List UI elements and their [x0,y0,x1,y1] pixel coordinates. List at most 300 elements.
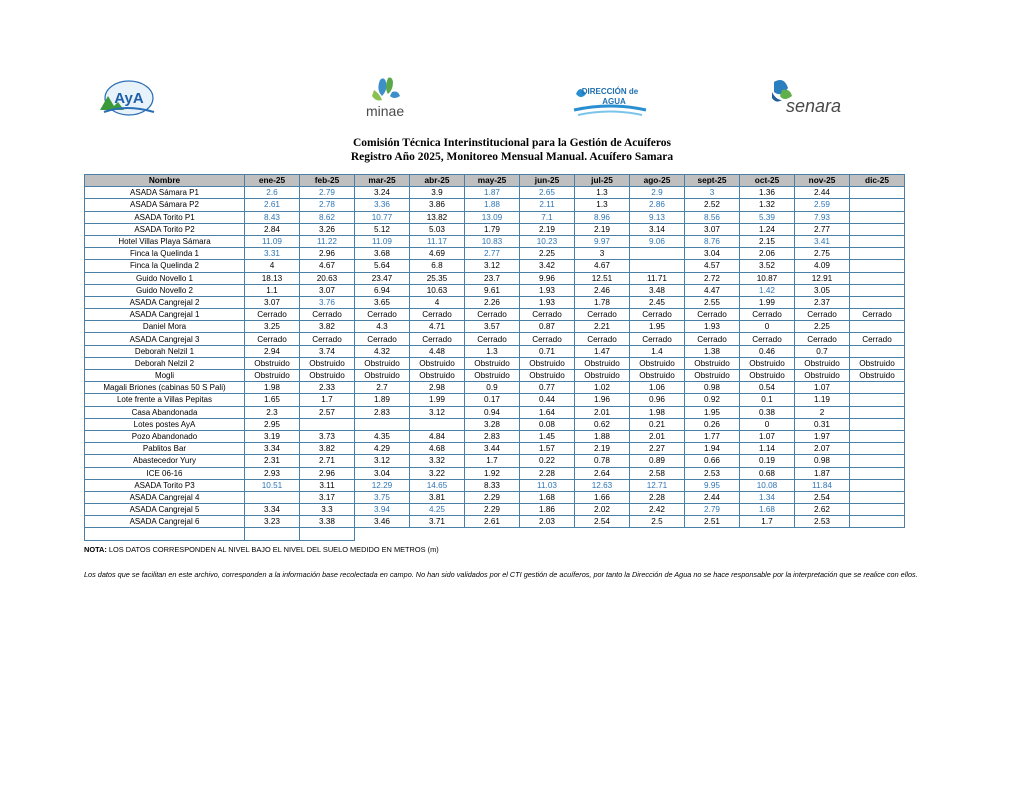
value-cell [850,187,905,199]
value-cell: 0.08 [520,418,575,430]
value-cell: 2.21 [575,321,630,333]
value-cell: 3.73 [300,430,355,442]
value-cell: 1.79 [465,223,520,235]
value-cell: Obstruido [245,370,300,382]
value-cell: Cerrado [685,333,740,345]
table-row [85,467,905,479]
value-cell [355,418,410,430]
row-name-cell: Mogli [85,370,245,382]
row-name-cell: ASADA Cangrejal 1 [85,309,245,321]
value-cell: 2.29 [465,504,520,516]
value-cell: 3.07 [685,223,740,235]
value-cell: 1.78 [575,296,630,308]
value-cell: 5.64 [355,260,410,272]
column-header-month: jun-25 [520,175,575,187]
table-row [85,479,905,491]
row-name-cell: Finca la Quelinda 1 [85,248,245,260]
value-cell: 3.81 [410,491,465,503]
row-name-cell: Finca la Quelinda 2 [85,260,245,272]
value-cell: Cerrado [740,333,795,345]
value-cell: 1.3 [575,199,630,211]
value-cell [850,260,905,272]
value-cell: 2.83 [465,430,520,442]
value-cell: 4 [245,260,300,272]
value-cell: 1.93 [520,284,575,296]
value-cell: Obstruido [795,357,850,369]
value-cell: Obstruido [740,370,795,382]
value-cell: 3.19 [245,430,300,442]
value-cell: 0.54 [740,382,795,394]
value-cell: Cerrado [850,333,905,345]
row-name-cell: ASADA Sámara P1 [85,187,245,199]
value-cell: Cerrado [355,333,410,345]
value-cell: 2.54 [575,516,630,528]
value-cell: 1.87 [795,467,850,479]
value-cell: Cerrado [300,333,355,345]
value-cell: 3.07 [300,284,355,296]
value-cell: 0.19 [740,455,795,467]
value-cell: Obstruido [300,370,355,382]
row-name-cell: ASADA Torito P3 [85,479,245,491]
value-cell [850,223,905,235]
value-cell: 8.43 [245,211,300,223]
value-cell: 3.86 [410,199,465,211]
value-cell: 2.9 [630,187,685,199]
table-row [85,248,905,260]
value-cell: 2.51 [685,516,740,528]
value-cell: Cerrado [795,333,850,345]
value-cell: 0.7 [795,345,850,357]
value-cell: Cerrado [465,333,520,345]
value-cell: 4.84 [410,430,465,442]
value-cell: 5.39 [740,211,795,223]
value-cell [850,516,905,528]
value-cell: 4.68 [410,443,465,455]
value-cell: 2.31 [245,455,300,467]
value-cell: 1.98 [630,406,685,418]
value-cell: 2.77 [795,223,850,235]
value-cell: 7.1 [520,211,575,223]
value-cell: 0.31 [795,418,850,430]
value-cell: 0.17 [465,394,520,406]
table-row [85,394,905,406]
value-cell: Cerrado [630,333,685,345]
row-name-cell: ASADA Cangrejal 3 [85,333,245,345]
blank-row [85,528,905,540]
value-cell: 1.06 [630,382,685,394]
value-cell [850,211,905,223]
value-cell: 3.44 [465,443,520,455]
value-cell: Cerrado [685,309,740,321]
value-cell: 2.42 [630,504,685,516]
value-cell: 2.79 [685,504,740,516]
minae-logo [358,74,436,120]
value-cell: 8.62 [300,211,355,223]
value-cell: 11.84 [795,479,850,491]
value-cell: 0.38 [740,406,795,418]
value-cell: 3.12 [465,260,520,272]
value-cell: 2.03 [520,516,575,528]
value-cell: 2.44 [795,187,850,199]
value-cell: 1.34 [740,491,795,503]
value-cell [850,467,905,479]
value-cell: 3.22 [410,467,465,479]
value-cell: 5.03 [410,223,465,235]
value-cell: 2.95 [245,418,300,430]
value-cell: 2.37 [795,296,850,308]
value-cell: Obstruido [850,370,905,382]
value-cell: 1.65 [245,394,300,406]
value-cell: Obstruido [630,357,685,369]
value-cell: 1.98 [245,382,300,394]
value-cell: Obstruido [685,357,740,369]
table-row [85,418,905,430]
value-cell: 0.89 [630,455,685,467]
value-cell: 1.94 [685,443,740,455]
value-cell: 2.58 [630,467,685,479]
value-cell: Cerrado [520,333,575,345]
value-cell: Cerrado [355,309,410,321]
value-cell: 1.32 [740,199,795,211]
value-cell: Obstruido [740,357,795,369]
value-cell: 10.23 [520,235,575,247]
column-header-month: sept-25 [685,175,740,187]
value-cell: 3.34 [245,443,300,455]
logos-bar [0,70,1024,130]
heading-line-2: Registro Año 2025, Monitoreo Mensual Manual. Acuífero Samara [350,151,674,163]
senara-logo-text: senara [786,96,842,116]
column-header-month: dic-25 [850,175,905,187]
value-cell: 23.7 [465,272,520,284]
value-cell: 3 [575,248,630,260]
value-cell: 2.54 [795,491,850,503]
value-cell: 2.02 [575,504,630,516]
table-row [85,430,905,442]
value-cell: 0 [740,321,795,333]
value-cell: 3.68 [355,248,410,260]
row-name-cell: Guido Novello 2 [85,284,245,296]
value-cell: Cerrado [245,333,300,345]
value-cell [850,382,905,394]
value-cell: 2.5 [630,516,685,528]
column-header-month: ago-25 [630,175,685,187]
row-name-cell: Hotel Villas Playa Sámara [85,235,245,247]
value-cell: 2.65 [520,187,575,199]
value-cell: 3.05 [795,284,850,296]
value-cell [245,491,300,503]
value-cell: Cerrado [795,309,850,321]
value-cell: 0.21 [630,418,685,430]
value-cell: 4.3 [355,321,410,333]
value-cell: 4.32 [355,345,410,357]
value-cell: 2.55 [685,296,740,308]
value-cell [850,406,905,418]
value-cell: 1.07 [740,430,795,442]
value-cell: 3.14 [630,223,685,235]
value-cell: Cerrado [850,309,905,321]
value-cell: Cerrado [300,309,355,321]
value-cell: 2.45 [630,296,685,308]
document-heading [0,136,1024,164]
value-cell: 2.7 [355,382,410,394]
row-name-cell: Magali Briones (cabinas 50 S Pali) [85,382,245,394]
value-cell: 0.87 [520,321,575,333]
note-label: NOTA: [84,545,107,554]
value-cell: 4.71 [410,321,465,333]
value-cell: Cerrado [740,309,795,321]
value-cell [850,491,905,503]
value-cell: 2.61 [245,199,300,211]
value-cell: 0.96 [630,394,685,406]
value-cell: 1.95 [630,321,685,333]
value-cell: Cerrado [410,309,465,321]
value-cell: 1.3 [575,187,630,199]
value-cell: 2.19 [575,223,630,235]
table-row [85,455,905,467]
value-cell: 0.92 [685,394,740,406]
value-cell: 3.48 [630,284,685,296]
value-cell [850,443,905,455]
value-cell: 1.45 [520,430,575,442]
row-name-cell: ASADA Cangrejal 6 [85,516,245,528]
value-cell [630,260,685,272]
value-cell: Obstruido [410,357,465,369]
value-cell [850,430,905,442]
value-cell: 2.29 [465,491,520,503]
value-cell: Obstruido [520,357,575,369]
value-cell: 1.42 [740,284,795,296]
value-cell: 1.64 [520,406,575,418]
table-row [85,504,905,516]
column-header-month: may-25 [465,175,520,187]
value-cell: 4.29 [355,443,410,455]
value-cell: 9.96 [520,272,575,284]
value-cell: 8.56 [685,211,740,223]
value-cell: 1.92 [465,467,520,479]
value-cell: Obstruido [685,370,740,382]
row-name-cell: Pablitos Bar [85,443,245,455]
value-cell: 10.63 [410,284,465,296]
value-cell: 13.09 [465,211,520,223]
value-cell: 10.51 [245,479,300,491]
value-cell: 0.94 [465,406,520,418]
direccion-agua-logo [570,80,650,120]
value-cell: 2.78 [300,199,355,211]
value-cell: 2.86 [630,199,685,211]
value-cell [850,394,905,406]
value-cell: 2.6 [245,187,300,199]
note [84,545,439,554]
value-cell: 12.29 [355,479,410,491]
value-cell: 1.87 [465,187,520,199]
value-cell: 6.8 [410,260,465,272]
value-cell: 1.68 [740,504,795,516]
value-cell [850,455,905,467]
value-cell: 2.52 [685,199,740,211]
value-cell: 0.62 [575,418,630,430]
table-row [85,345,905,357]
value-cell: 2.93 [245,467,300,479]
value-cell: 25.35 [410,272,465,284]
column-header-month: feb-25 [300,175,355,187]
value-cell: 2.06 [740,248,795,260]
value-cell: 1.38 [685,345,740,357]
direccion-logo-text-2: AGUA [602,97,626,106]
value-cell: 2.26 [465,296,520,308]
row-name-cell: Lote frente a Villas Pepitas [85,394,245,406]
table-row [85,309,905,321]
value-cell: 2.25 [520,248,575,260]
value-cell: 9.06 [630,235,685,247]
value-cell [410,418,465,430]
value-cell: 2.27 [630,443,685,455]
value-cell: 2.71 [300,455,355,467]
value-cell: 3.65 [355,296,410,308]
value-cell: 2.53 [685,467,740,479]
value-cell: 1.99 [410,394,465,406]
column-header-month: oct-25 [740,175,795,187]
note-text: LOS DATOS CORRESPONDEN AL NIVEL BAJO EL NIVEL DEL SUELO MEDIDO EN METROS (m) [106,545,439,554]
value-cell: 2.59 [795,199,850,211]
table-row [85,382,905,394]
row-name-cell: Pozo Abandonado [85,430,245,442]
value-cell [850,504,905,516]
blank-cell [300,528,355,540]
value-cell: 4.48 [410,345,465,357]
value-cell: 12.63 [575,479,630,491]
blank-cell [245,528,300,540]
value-cell: 1.68 [520,491,575,503]
aya-logo [96,76,158,116]
value-cell: 8.76 [685,235,740,247]
value-cell: 1.96 [575,394,630,406]
value-cell: 3.34 [245,504,300,516]
value-cell [850,272,905,284]
value-cell: 2.19 [520,223,575,235]
value-cell: Obstruido [795,370,850,382]
value-cell: 0.77 [520,382,575,394]
value-cell: 3.31 [245,248,300,260]
value-cell: 5.12 [355,223,410,235]
value-cell: 2.3 [245,406,300,418]
row-name-cell: ASADA Cangrejal 4 [85,491,245,503]
row-name-cell: Guido Novello 1 [85,272,245,284]
value-cell: 2.15 [740,235,795,247]
value-cell: Cerrado [410,333,465,345]
value-cell: 10.77 [355,211,410,223]
value-cell: 3.75 [355,491,410,503]
value-cell: 3.94 [355,504,410,516]
value-cell: 3.57 [465,321,520,333]
value-cell: 10.83 [465,235,520,247]
row-name-cell: Daniel Mora [85,321,245,333]
value-cell: 0.22 [520,455,575,467]
value-cell: 2.01 [575,406,630,418]
value-cell: Obstruido [850,357,905,369]
value-cell: 6.94 [355,284,410,296]
value-cell: 1.95 [685,406,740,418]
value-cell: 3.82 [300,443,355,455]
value-cell [850,284,905,296]
table-row [85,357,905,369]
value-cell [850,296,905,308]
value-cell: 1.66 [575,491,630,503]
value-cell: 2.84 [245,223,300,235]
value-cell: 1.93 [685,321,740,333]
value-cell: 2.64 [575,467,630,479]
value-cell: 0.66 [685,455,740,467]
table-row [85,491,905,503]
value-cell: 3.74 [300,345,355,357]
value-cell: 3 [685,187,740,199]
value-cell: 2.72 [685,272,740,284]
value-cell: 3.9 [410,187,465,199]
value-cell: 1.47 [575,345,630,357]
value-cell: 11.09 [245,235,300,247]
value-cell: 14.65 [410,479,465,491]
value-cell: Obstruido [410,370,465,382]
row-name-cell: ASADA Torito P1 [85,211,245,223]
value-cell: Obstruido [300,357,355,369]
value-cell: 0.1 [740,394,795,406]
disclaimer: Los datos que se facilitan en este archivo, corresponden a la información base recolectada en campo. No han sido validados por el CTI gestión de acuíferos, por tanto la Dirección de Agua no se hace responsable por la interpretación que se realice con ellos. [84,570,918,579]
value-cell: 0.98 [685,382,740,394]
value-cell: 2.77 [465,248,520,260]
minae-logo-text: minae [366,103,405,119]
value-cell [850,345,905,357]
value-cell: 3.76 [300,296,355,308]
value-cell: 2.53 [795,516,850,528]
value-cell: 0.71 [520,345,575,357]
value-cell: 0.26 [685,418,740,430]
value-cell: 0.68 [740,467,795,479]
table-row [85,333,905,345]
value-cell: 1.77 [685,430,740,442]
table-row [85,211,905,223]
value-cell: 1.86 [520,504,575,516]
table-header-row [85,175,905,187]
value-cell: 4.47 [685,284,740,296]
value-cell: 3.12 [410,406,465,418]
value-cell: 9.95 [685,479,740,491]
table-row [85,406,905,418]
value-cell: 0.98 [795,455,850,467]
value-cell: 3.38 [300,516,355,528]
value-cell: 4 [410,296,465,308]
value-cell: 4.67 [575,260,630,272]
table-row [85,235,905,247]
value-cell: 3.07 [245,296,300,308]
value-cell: 2.61 [465,516,520,528]
value-cell: Obstruido [520,370,575,382]
value-cell: 2.44 [685,491,740,503]
value-cell: 1.4 [630,345,685,357]
value-cell: 2.57 [300,406,355,418]
blank-filler [355,528,905,540]
value-cell: 1.57 [520,443,575,455]
value-cell: 3.52 [740,260,795,272]
row-name-cell: Deborah Nelzil 2 [85,357,245,369]
row-name-cell: ASADA Sámara P2 [85,199,245,211]
table-row [85,370,905,382]
value-cell: 11.17 [410,235,465,247]
value-cell: 11.09 [355,235,410,247]
value-cell: 11.03 [520,479,575,491]
value-cell: 8.33 [465,479,520,491]
value-cell: 1.36 [740,187,795,199]
value-cell: 2.11 [520,199,575,211]
value-cell: 2 [795,406,850,418]
